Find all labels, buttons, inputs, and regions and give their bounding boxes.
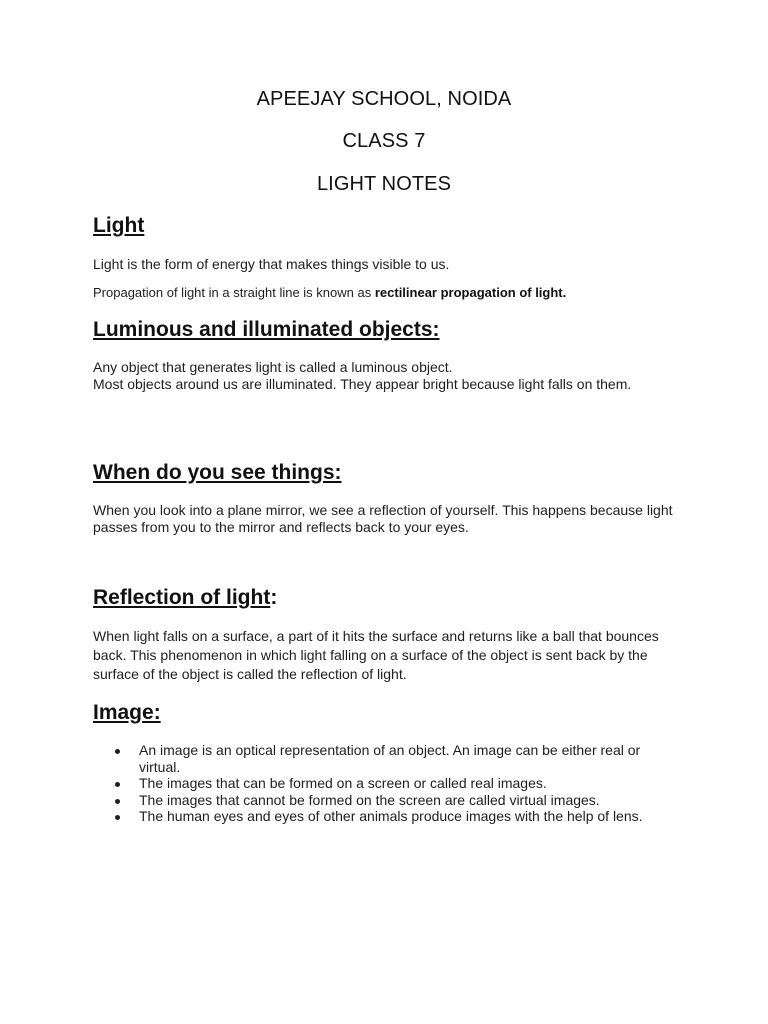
bullet-icon — [115, 749, 120, 754]
section-heading-luminous — [93, 318, 440, 342]
subject-title: LIGHT NOTES — [316, 173, 452, 195]
list-item-text: An image is an optical representation of an object. An image can be either real or virtual. — [139, 742, 641, 775]
school-title: APEEJAY SCHOOL, NOIDA — [256, 88, 512, 110]
luminous-paragraph — [93, 359, 673, 393]
section-heading-light — [93, 214, 144, 238]
see-paragraph: When you look into a plane mirror, we see a reflection of yourself. This happens because light passes from you to the mirror and reflects back to your eyes. — [93, 502, 673, 535]
section-heading-see — [93, 461, 342, 485]
section-heading-reflection-text: Reflection of light — [93, 586, 271, 609]
light-propagation — [93, 284, 673, 301]
light-propagation-text: Propagation of light in a straight line is known as — [93, 285, 375, 300]
bullet-icon — [115, 782, 120, 787]
section-heading-luminous-text: Luminous and illuminated objects: — [93, 318, 440, 341]
light-propagation-term: rectilinear propagation of light. — [374, 285, 567, 300]
section-heading-see-text: When do you see things: — [93, 461, 342, 484]
section-heading-image-text: Image: — [93, 701, 161, 724]
bullet-icon — [115, 799, 120, 804]
class-title: CLASS 7 — [342, 130, 426, 152]
image-bullet-list — [93, 742, 673, 825]
list-item-text: The images that can be formed on a screen or called real images. — [139, 775, 547, 791]
luminous-line-1: Any object that generates light is called a luminous object. — [93, 359, 453, 375]
light-definition: Light is the form of energy that makes things visible to us. — [93, 256, 450, 272]
section-heading-light-text: Light — [93, 214, 145, 237]
list-item — [93, 742, 669, 775]
list-item-text: The human eyes and eyes of other animals produce images with the help of lens. — [139, 808, 643, 824]
list-item-text: The images that cannot be formed on the screen are called virtual images. — [139, 791, 600, 808]
section-heading-reflection — [93, 586, 277, 610]
list-item — [93, 792, 669, 809]
bullet-icon — [115, 815, 120, 820]
section-heading-image — [93, 701, 161, 725]
reflection-paragraph: When light falls on a surface, a part of it hits the surface and returns like a ball that bounces back. This phenomenon in which light falling on a surface of the object is sent back by the surface of the object is called the reflection of light. — [93, 628, 659, 682]
list-item — [93, 775, 669, 792]
luminous-line-2: Most objects around us are illuminated. They appear bright because light falls on them. — [93, 376, 632, 392]
section-heading-reflection-colon: : — [270, 586, 278, 609]
list-item — [93, 808, 669, 825]
